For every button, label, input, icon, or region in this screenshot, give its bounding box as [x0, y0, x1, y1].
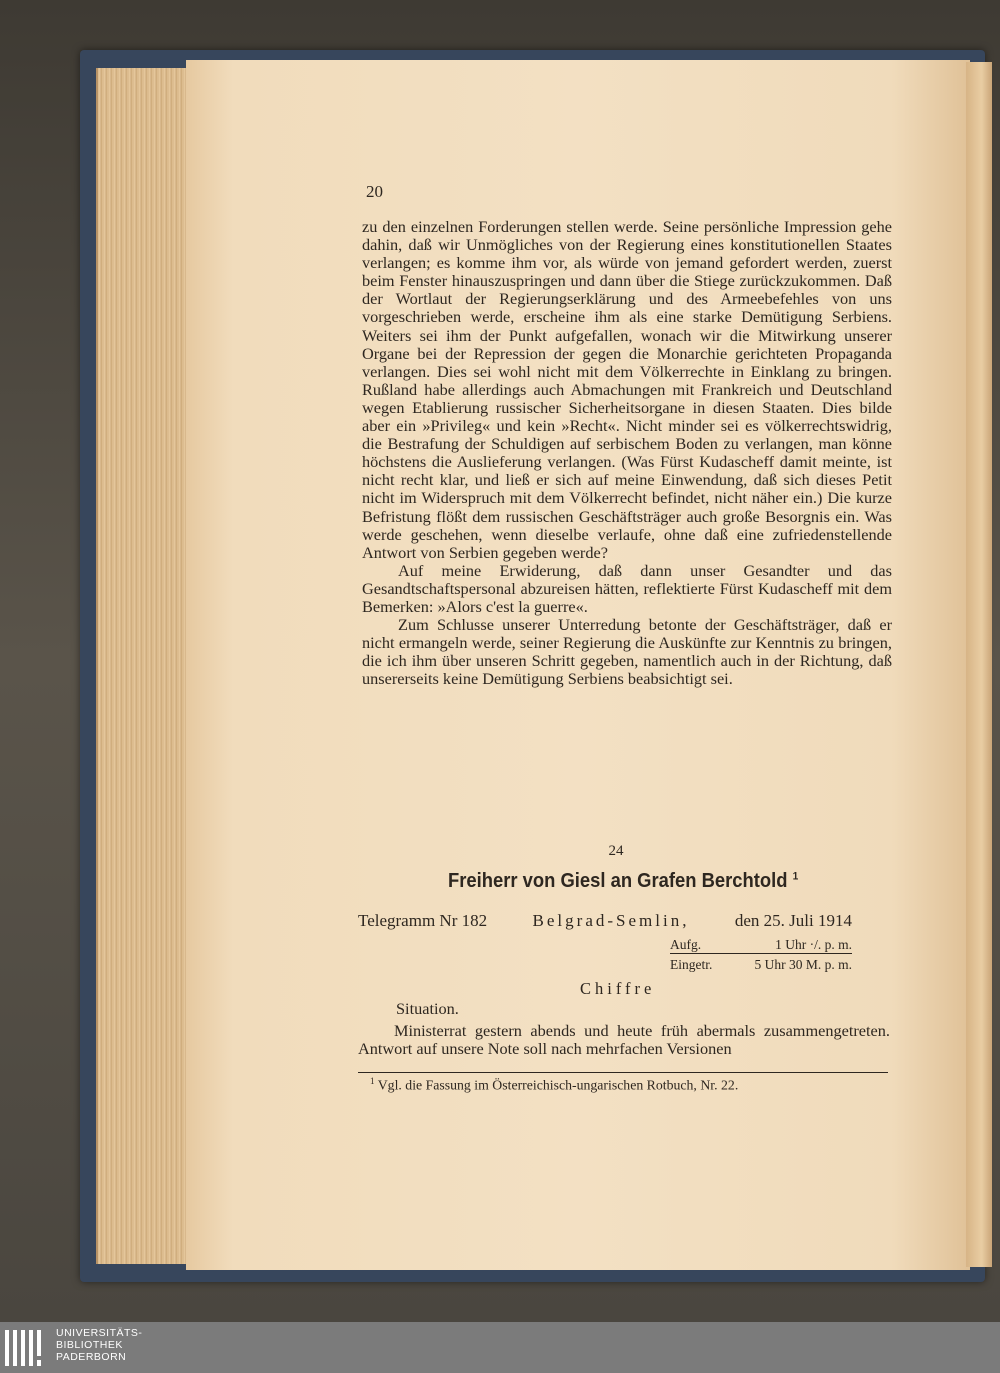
library-logo-icon — [5, 1328, 49, 1368]
telegram-date: den 25. Juli 1914 — [734, 911, 852, 930]
telegram-label: Telegramm Nr 182 — [358, 911, 488, 930]
dispatch-time — [670, 937, 852, 954]
document-title — [448, 870, 798, 893]
footnote — [370, 1076, 738, 1094]
logo-line: PADERBORN — [56, 1351, 127, 1363]
footnote-text: Vgl. die Fassung im Österreichisch-ungarischen Rotbuch, Nr. 22. — [377, 1077, 739, 1093]
footnote-marker: 1 — [792, 870, 799, 883]
received-time — [670, 957, 852, 973]
logo-line: UNIVERSITÄTS- — [56, 1327, 143, 1339]
facing-page-edge — [966, 62, 992, 1267]
paragraph: zu den einzelnen Forderungen stellen werde. Seine persönliche Impression gehe dahin, daß wir Unmögliches von der Regierung eines konstitutionellen Staates verlangen; es komme ihm vor, als würde von jemand gefordert werden, zuerst beim Fenster hinauszuspringen und dann über die Stiege zurückzukommen. Daß der Wortlaut der Regierungserklärung und des Armeebefehles von uns vorgeschrieben werde, erscheine ihm als eine starke Demütigung Serbiens. Weiters sei ihm der Punkt aufgefallen, wonach wir die Mitwirkung unserer Organe bei der Repression der gegen die Monarchie gerichteten Propaganda verlangen. Dies sei wohl nicht mit dem Völkerrechte in Einklang zu bringen. Rußland habe allerdings auch Abmachungen mit Frankreich und Deutschland wegen Etablierung russischer Sicherheitsorgane in diesen Staaten. Dies bilde aber ein »Privileg« und kein »Recht«. Nicht minder sei es völkerrechtswidrig, die Bestrafung der Schuldigen auf serbischem Boden zu verlangen, man könne höchstens die Auslieferung verlangen. (Was Fürst Kudascheff damit meinte, ist nicht recht klar, und ließ er sich auf meine Einwendung, daß sich dieses Petit nicht im Widerspruch mit dem Völkerrecht befindet, nicht näher ein.) Die kurze Befristung flößt dem russischen Geschäftsträger auch große Besorgnis ein. Was werde geschehen, wenn dieselbe verlaufe, ohne daß eine zufriedenstellende Antwort von Serbien gegeben werde? — [362, 217, 892, 562]
document-title-text: Freiherr von Giesl an Grafen Berchtold — [448, 870, 788, 892]
document-number: 24 — [608, 843, 624, 859]
library-logo-text — [56, 1327, 142, 1363]
body-text — [362, 218, 892, 688]
telegram-paragraph: Ministerrat gestern abends und heute früh abermals zusammengetreten. Antwort auf unsere Note soll nach mehrfachen Versionen — [358, 1021, 890, 1059]
logo-line: BIBLIOTHEK — [56, 1339, 123, 1351]
footnote-divider — [358, 1072, 888, 1073]
paragraph: Auf meine Erwiderung, daß dann unser Gesandter und das Gesandtschaftspersonal abzureisen hätten, reflektierte Fürst Kudascheff mit dem Bemerken: »Alors c'est la guerre«. — [362, 560, 892, 616]
paragraph: Zum Schlusse unserer Unterredung betonte der Geschäftsträger, daß er nicht ermangeln werde, seiner Regierung die Auskünfte zur Kenntnis zu bringen, die ich ihm über unseren Schritt gegeben, namentlich auch in der Richtung, daß unsererseits keine Demütigung Serbiens beabsichtigt sei. — [362, 615, 892, 689]
telegram-header — [358, 911, 852, 931]
telegram-place: Belgrad-Semlin, — [532, 911, 690, 930]
received-value: 5 Uhr 30 M. p. m. — [754, 957, 852, 972]
page-edges — [96, 68, 194, 1264]
received-label: Eingetr. — [670, 957, 713, 972]
dispatch-label: Aufg. — [670, 937, 702, 952]
library-footer — [0, 1322, 1000, 1373]
cipher-label: Chiffre — [580, 979, 656, 998]
page-number: 20 — [366, 182, 383, 201]
telegram-body — [358, 1000, 890, 1058]
situation-heading: Situation. — [396, 999, 459, 1018]
footnote-number: 1 — [370, 1076, 375, 1086]
dispatch-value: 1 Uhr ·/. p. m. — [775, 937, 852, 952]
